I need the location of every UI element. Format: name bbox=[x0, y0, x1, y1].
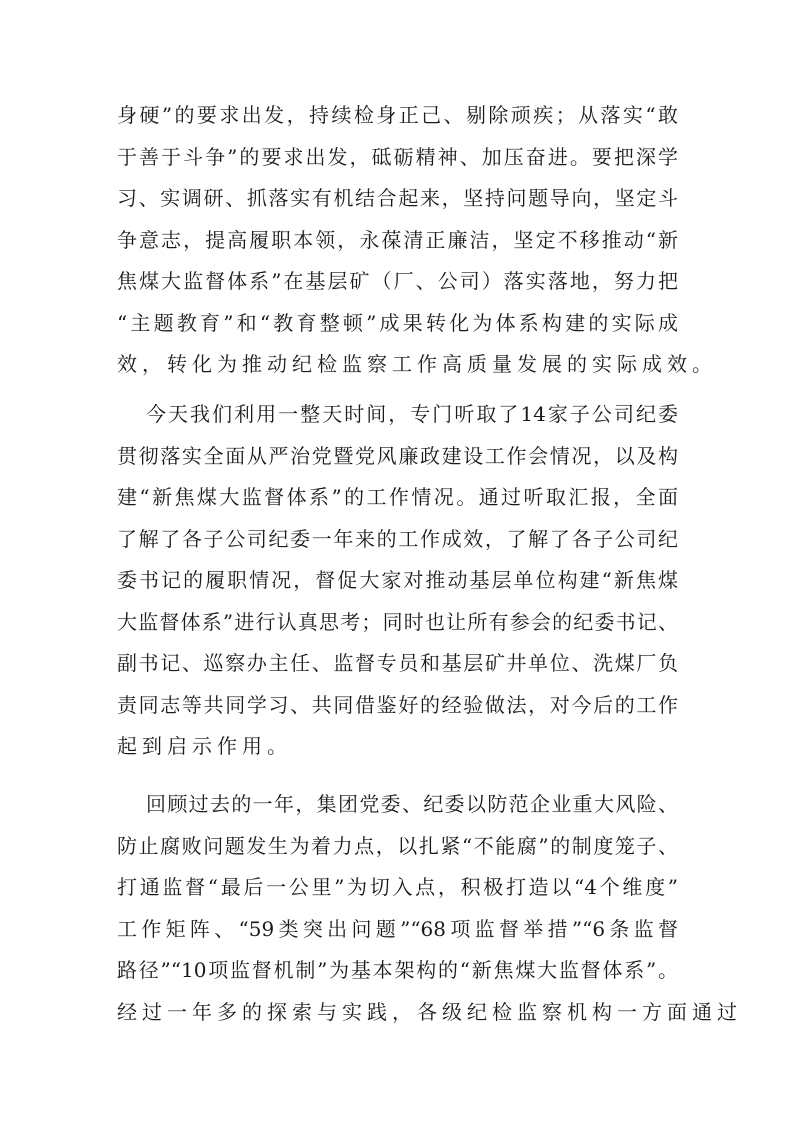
text-line: 副书记、巡察办主任、监督专员和基层矿井单位、洗煤厂负 bbox=[117, 651, 678, 675]
text-line: 焦煤大监督体系”在基层矿（厂、公司）落实落地，努力把 bbox=[117, 269, 678, 293]
text-line: 习、实调研、抓落实有机结合起来，坚持问题导向，坚定斗 bbox=[117, 186, 678, 210]
text-line: 委书记的履职情况，督促大家对推动基层单位构建“新焦煤 bbox=[117, 568, 678, 592]
text-line: 今天我们利用一整天时间，专门听取了14家子公司纪委 bbox=[146, 402, 678, 426]
paragraph-2 bbox=[117, 394, 678, 768]
text-line: 争意志，提高履职本领，永葆清正廉洁，坚定不移推动“新 bbox=[117, 227, 678, 252]
paragraph-1 bbox=[117, 95, 717, 386]
text-line: 路径”“10项监督机制”为基本架构的“新焦煤大监督体系”。 bbox=[117, 958, 678, 982]
text-line: 贯彻落实全面从严治党暨党风廉政建设工作会情况，以及构 bbox=[117, 443, 678, 468]
text-line: 起到启示作用。 bbox=[117, 734, 292, 758]
text-line: 打通监督“最后一公里”为切入点，积极打造以“4个维度” bbox=[117, 875, 678, 899]
text-line: 大监督体系”进行认真思考；同时也让所有参会的纪委书记、 bbox=[117, 609, 678, 634]
paragraph-3 bbox=[117, 784, 742, 1033]
text-line: 于善于斗争”的要求出发，砥砺精神、加压奋进。要把深学 bbox=[117, 144, 678, 169]
text-line: 身硬”的要求出发，持续检身正己、剔除顽疾；从落实“敢 bbox=[117, 103, 678, 127]
text-line: 经过一年多的探索与实践，各级纪检监察机构一方面通过 bbox=[117, 999, 742, 1024]
text-line: “主题教育”和“教育整顿”成果转化为体系构建的实际成 bbox=[117, 310, 678, 335]
text-line: 效，转化为推动纪检监察工作高质量发展的实际成效。 bbox=[117, 352, 717, 376]
text-line: 建“新焦煤大监督体系”的工作情况。通过听取汇报，全面 bbox=[117, 485, 678, 509]
text-line: 责同志等共同学习、共同借鉴好的经验做法，对今后的工作 bbox=[117, 692, 678, 717]
text-line: 防止腐败问题发生为着力点，以扎紧“不能腐”的制度笼子、 bbox=[117, 833, 678, 858]
text-line: 了解了各子公司纪委一年来的工作成效，了解了各子公司纪 bbox=[117, 526, 678, 551]
text-line: 工作矩阵、“59类突出问题”“68项监督举措”“6条监督 bbox=[117, 916, 678, 941]
text-line: 回顾过去的一年，集团党委、纪委以防范企业重大风险、 bbox=[146, 792, 678, 816]
